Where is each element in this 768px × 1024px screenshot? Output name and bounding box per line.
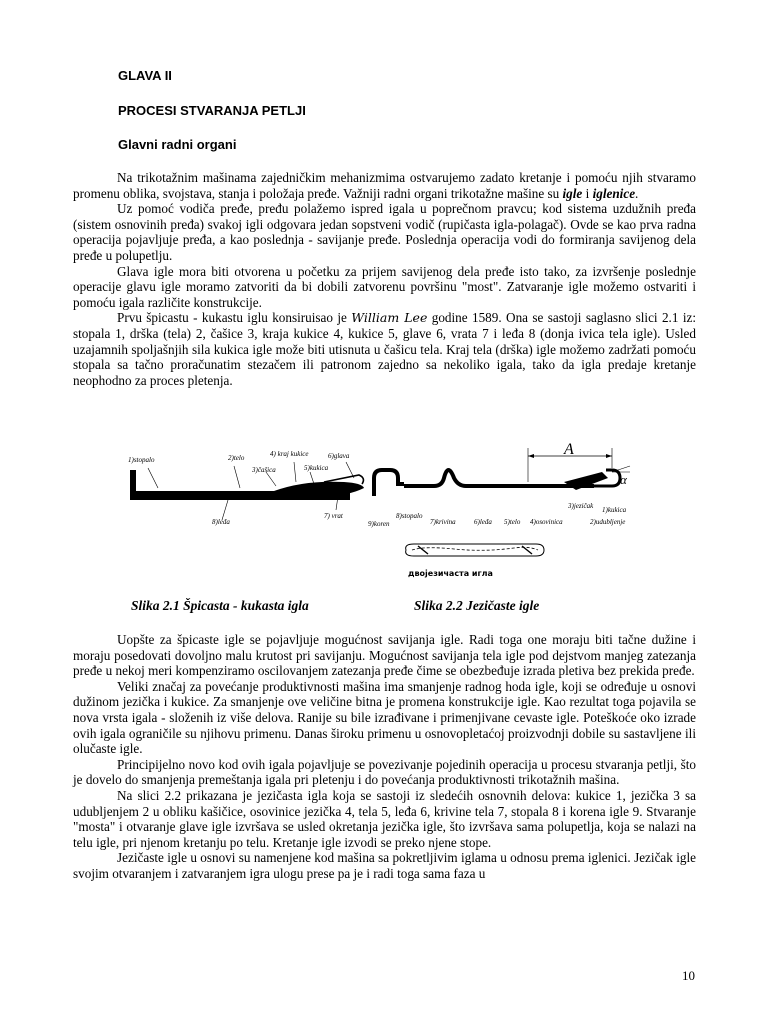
fig1-label-8: 8)leđa [212, 518, 230, 526]
page-number: 10 [682, 968, 695, 983]
paragraph-1: Na trikotažnim mašinama zajedničkim mehanizmima ostvarujemo zadato kretanje i pomoću njih stvaramo promenu oblika, svojstava, stanja i položaja pređe. Važniji radni organi trikotažne mašine su igle i iglenice. [73, 170, 696, 201]
double-latch-needle-sketch [406, 544, 544, 556]
paragraph-7: Principijelno novo kod ovih igala pojavljuje se povezivanje pojedinih operacija u procesu stvaranja petlji, što je dovelo do smanjenja premeštanja igala pri pletenju i do povećanja produktivnosti trikotažnih mašina. [73, 756, 696, 788]
fig2-label-3: 3)jezičak [568, 502, 594, 510]
latch-needle-butt [372, 470, 404, 494]
fig1-label-4: 4) kraj kukice [270, 450, 309, 458]
text-block-lower [73, 632, 696, 882]
fig1-label-3: 3)čašica [252, 466, 276, 474]
text-block-upper [73, 170, 696, 388]
paragraph-2: Uz pomoć vodiča pređe, pređu polažemo ispred igala u poprečnom pravcu; kod sistema uzdužnih pređa (sistem osnovinih pređa) svakoj igli odgovara jedan sopstveni vodič (rupičasta igla-polagač). Ovde se kao prva radna operacija pojavljuje pređa, a kao poslednja - savijanje pređe. Poslednja operacija vodi do formiranja savijenog dela pređe u polupetlju. [73, 201, 696, 263]
paragraph-6: Veliki značaj za povećanje produktivnosti mašina ima smanjenje radnog hoda igle, koji se određuje u osnovi dužinom jezička i kukice. Za smanjenje ove veličine bitna je promena konstrukcije igle. Kao rezultat toga pojavila se nova vrsta igala - složenih iz više delova. Ranije su bile izrađivane i primenjivane cevaste igle. Poteškoće oko izrade ovih igala ograničile su njihovu primenu. Danas široku primenu u osnovopletaćoj proizvodnji dobile su sastavljene ili olučaste igle. [73, 678, 696, 757]
fig1-label-1: 1)stopalo [128, 456, 155, 464]
fig1-label-6: 6)glava [328, 452, 350, 460]
fig1-label-5: 5)kukica [304, 464, 329, 472]
needle-figures [124, 432, 654, 582]
fig2-label-1: 1)kukica [602, 506, 627, 514]
inventor-name: William Lee [351, 310, 428, 326]
dimension-a-label: A [564, 441, 574, 458]
fig2-label-4: 4)osovinica [530, 518, 563, 526]
fig2-label-9: 9)koren [368, 520, 390, 528]
section-title: PROCESI STVARANJA PETLJI [118, 103, 306, 118]
fig2-label-5: 5)telo [504, 518, 521, 526]
latch-needle-stem [404, 470, 594, 486]
drawing-caption: двојезичаста игла [408, 569, 493, 578]
paragraph-3: Glava igle mora biti otvorena u početku za prijem savijenog dela pređe isto tako, za izvršenje poslednje operacije glavu igle moramo zatvoriti da bi dobili zatvorenu površinu "most". Zatvaranje igle možemo ostvariti i pomoću igala različite konstrukcije. [73, 263, 696, 310]
paragraph-5: Uopšte za špicaste igle se pojavljuje mogućnost savijanja igle. Radi toga one moraju biti tačne dužine i moraju posedovati dovoljno malu krutost pri savijanju. Mogućnost savijanja tela igle pod dejstvom manjeg zatezanja pređe u nekoj meri kompenziramo oscilovanjem zatezanja pređe čime se obezbeđuje izrada pletiva bez prekida pređe. [73, 632, 696, 679]
subsection-title: Glavni radni organi [118, 137, 237, 152]
chapter-heading: GLAVA II [118, 68, 172, 83]
paragraph-4: Prvu špicastu - kukastu iglu konsiruisao je William Lee godine 1589. Ona se sastoji saglasno slici 2.1 iz: stopala 1, drška (tela) 2, čašice 3, kraja kukice 4, kukice 5, glave 6, vrata 7 i leđa 8 (donja ivica tela igle). Usled uzajamnih spoljašnjih sila kukica igle može biti utisnuta u čašicu tela. Kraj tela (drška) igle možemo zadržati pomoću stopala sa tačno proračunatim stezačem ili patronom zajedno sa nekoliko igala, tako da igla predaje kretanje neophodno za proces pletenja. [73, 310, 697, 388]
fig2-label-2: 2)udubljenje [590, 518, 626, 526]
fig2-label-6: 6)leđa [474, 518, 492, 526]
fig1-label-2: 2)telo [228, 454, 245, 462]
paragraph-8: Na slici 2.2 prikazana je jezičasta igla koja se sastoji iz sledećih osnovnih delova: kukice 1, jezička 3 sa udubljenjem 2 u obliku kašičice, osovinice jezička 4, tela 5, leđa 6, krivine tela 7, stopala 8 i korena igle 9. Stvaranje "mosta" i otvaranje glave igle izvršava se usled okretanja jezička igle, što izvršava sama polupetlja, koja se nalazi na telu igle, pri njenom kretanju po telu. Kretanje igle izvodi se preko njene stope. [73, 787, 696, 850]
fig2-label-8: 8)stopalo [396, 512, 423, 520]
figure-caption-2: Slika 2.2 Jezičaste igle [414, 598, 540, 613]
fig1-label-7: 7) vrat [324, 512, 343, 520]
figure-caption-1: Slika 2.1 Špicasta - kukasta igla [131, 598, 309, 613]
emphasis-igle: igle [562, 185, 583, 201]
emphasis-iglenice: iglenice [592, 185, 636, 201]
fig2-label-7: 7)krivina [430, 518, 456, 526]
dimension-alpha-label: α [620, 472, 627, 487]
paragraph-9: Jezičaste igle u osnovi su namenjene kod mašina sa pokretljivim iglama u odnosu prema iglenici. Jezičak igle svojim otvaranjem i zatvaranjem igra ulogu prese pa je i radi toga sama faza u [73, 850, 696, 881]
